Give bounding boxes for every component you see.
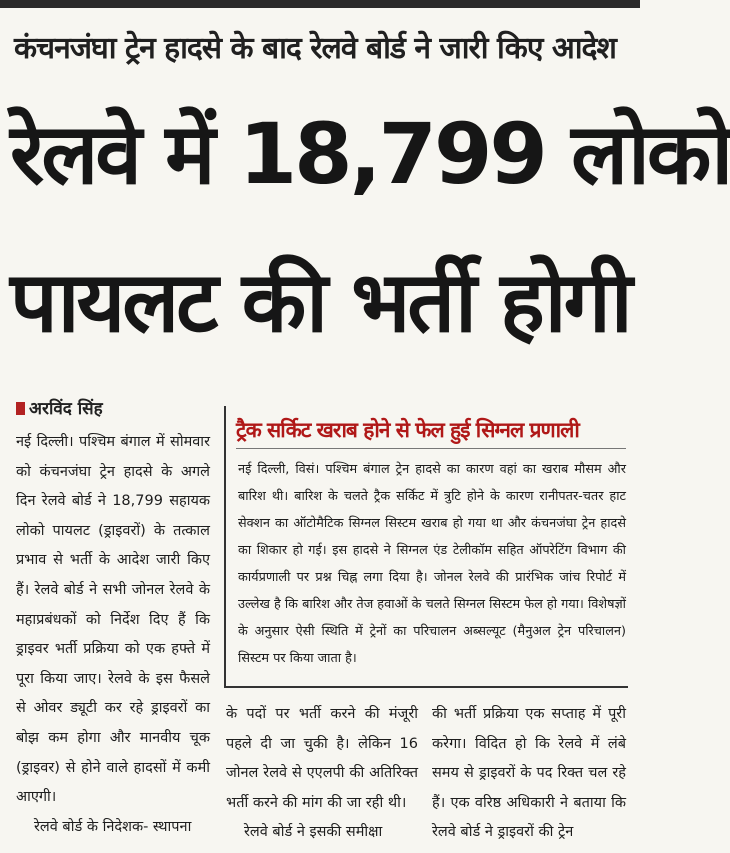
kicker-headline: कंचनजंघा ट्रेन हादसे के बाद रेलवे बोर्ड ने जारी किए आदेश <box>14 31 616 66</box>
column-1-text: नई दिल्ली। पश्चिम बंगाल में सोमवार को कंचनजंघा ट्रेन हादसे के अगले दिन रेलवे बोर्ड ने 18,799 सहायक लोको पायलट (ड्राइवरों) के तत्काल प्रभाव से भर्ती के आदेश जारी किए हैं। रेलवे बोर्ड ने सभी जोनल रेलवे के महाप्रबंधकों को निर्देश दिए हैं कि ड्राइवर भर्ती प्रक्रिया को एक हफ्ते में पूरा किया जाए। रेलवे के इस फैसले से ओवर ड्यूटी कर रहे ड्राइवरों का बोझ कम होगा और मानवीय चूक (ड्राइवर) से होने वाले हादसों में कमी आएगी। <box>16 434 210 806</box>
column-2-continued-text: रेलवे बोर्ड ने इसकी समीक्षा <box>244 824 383 841</box>
sidebar-box-divider <box>236 448 626 449</box>
column-1-continued-text: रेलवे बोर्ड के निदेशक- स्थापना <box>34 818 192 835</box>
headline-line-1: रेलवे में 18,799 लोको <box>10 105 730 203</box>
headline-line-2: पायलट की भर्ती होगी <box>10 253 630 351</box>
article-column-1 <box>16 428 210 853</box>
article-column-2 <box>226 700 418 853</box>
column-2-continued <box>226 818 418 848</box>
article-column-3 <box>432 700 626 853</box>
column-1-continued <box>16 813 210 843</box>
top-rule <box>0 0 640 8</box>
sidebar-box-title: ट्रैक सर्किट खराब होने से फेल हुई सिग्नल प्रणाली <box>236 418 579 442</box>
column-3-text: की भर्ती प्रक्रिया एक सप्ताह में पूरी करेगा। विदित हो कि रेलवे में लंबे समय से ड्राइवरों के पद रिक्त चल रहे हैं। एक वरिष्ठ अधिकारी ने बताया कि रेलवे बोर्ड ने ड्राइवरों की ट्रेन <box>432 706 626 841</box>
column-2-text: के पदों पर भर्ती करने की मंजूरी पहले दी जा चुकी है। लेकिन 16 जोनल रेलवे से एएलपी की अतिरिक्त भर्ती करने की मांग की जा रही थी। <box>226 706 418 811</box>
byline-author: अरविंद सिंह <box>29 399 103 419</box>
sidebar-box-body: नई दिल्ली, विसं। पश्चिम बंगाल ट्रेन हादसे का कारण वहां का खराब मौसम और बारिश थी। बारिश के चलते ट्रैक सर्किट में त्रुटि होने के कारण रानीपतर-चतर हाट सेक्शन का ऑटोमैटिक सिग्नल सिस्टम खराब हो गया था और कंचनजंघा ट्रेन हादसे का शिकार हो गई। इस हादसे ने सिग्नल एंड टेलीकॉम सहित ऑपरेटिंग विभाग की कार्यप्रणाली पर प्रश्न चिह्न लगा दिया है। जोनल रेलवे की प्रारंभिक जांच रिपोर्ट में उल्लेख है कि बारिश और तेज हवाओं के चलते सिग्नल सिस्टम फेल हो गया। विशेषज्ञों के अनुसार ऐसी स्थिति में ट्रेनों का परिचालन अब्सल्यूट (मैनुअल ट्रेन परिचालन) सिस्टम पर किया जाता है। <box>238 462 626 666</box>
byline <box>16 396 103 419</box>
sidebar-box <box>224 406 628 688</box>
byline-marker-icon <box>16 402 25 415</box>
